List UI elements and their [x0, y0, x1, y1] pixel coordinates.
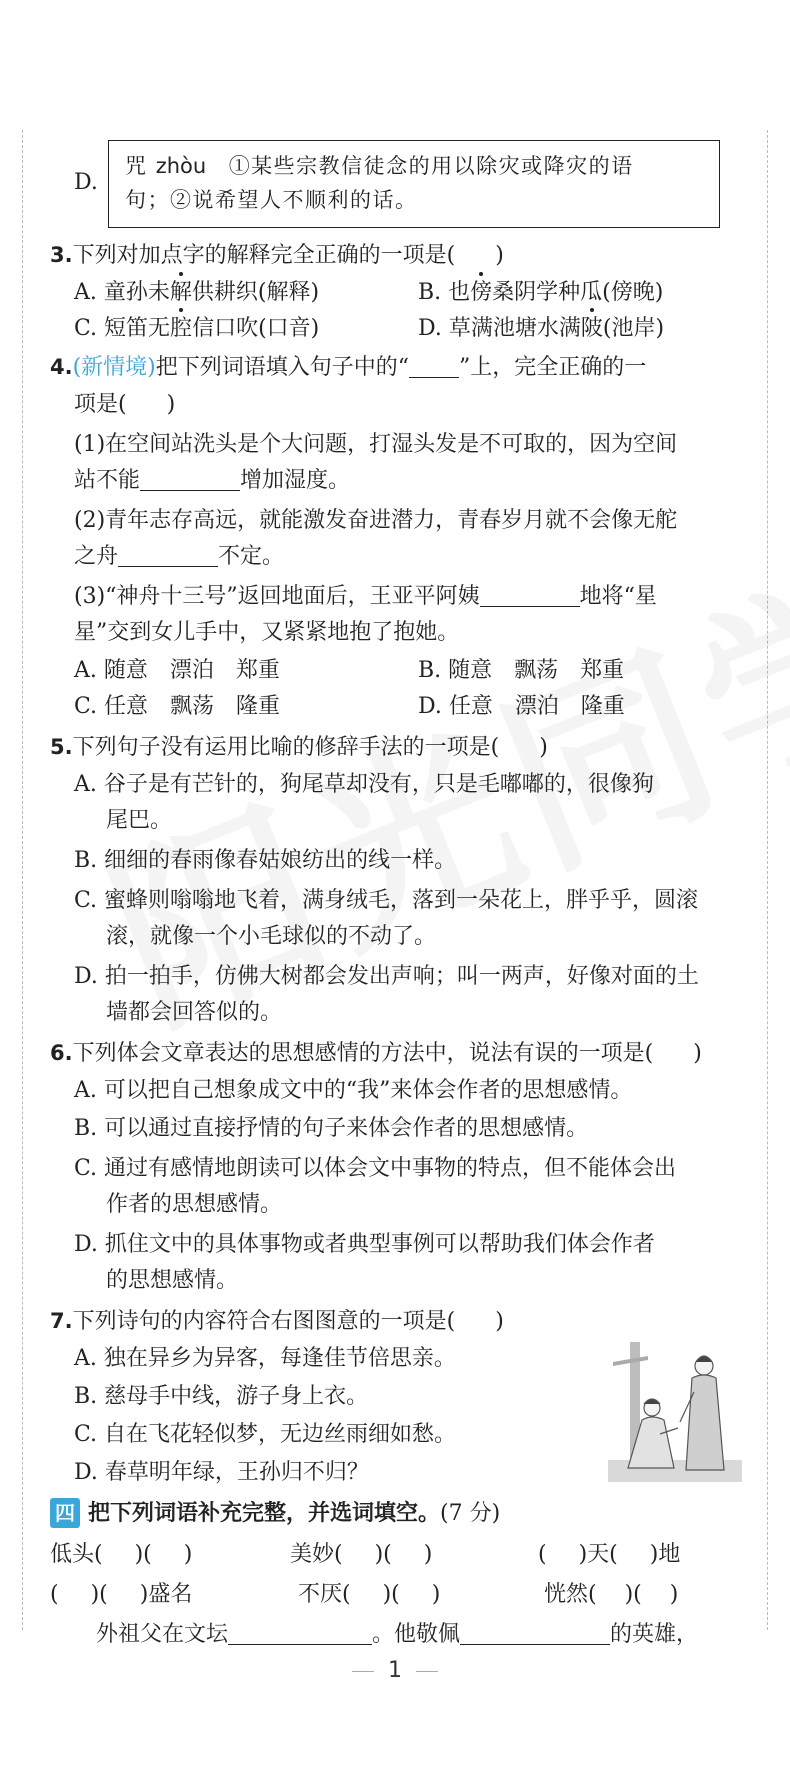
q4-sentence3-line2: 星”交到女儿手中，又紧紧地抱了抱她。	[74, 620, 460, 645]
q4-stem-line2: 项是( )	[74, 392, 176, 417]
q6-option-c[interactable]: C. 通过有感情地朗读可以体会文中事物的特点，但不能体会出	[74, 1156, 677, 1181]
right-margin-line	[767, 130, 768, 1630]
q6-option-d[interactable]: D. 抓住文中的具体事物或者典型事例可以帮助我们体会作者	[74, 1232, 655, 1257]
section-4-score: (7 分)	[440, 1501, 501, 1526]
q6-number: 6.	[50, 1041, 73, 1065]
q4-option-a[interactable]: A. 随意 漂泊 郑重	[74, 658, 280, 683]
q2-pinyin: zhòu	[155, 154, 207, 178]
q7-option-a[interactable]: A. 独在异乡为异客，每逢佳节倍思亲。	[74, 1346, 456, 1371]
section-4-title: 把下列词语补充完整，并选词填空。	[88, 1501, 441, 1526]
left-margin-line	[22, 130, 23, 1630]
q7-stem: 7.下列诗句的内容符合右图图意的一项是( )	[50, 1309, 504, 1334]
page-number: 1	[388, 1658, 402, 1683]
q2-def-line2: 句；②说希望人不顺利的话。	[125, 188, 418, 212]
q4-blank-2[interactable]	[118, 544, 218, 567]
q5-option-a[interactable]: A. 谷子是有芒针的，狗尾草却没有，只是毛嘟嘟的，很像狗	[74, 772, 654, 797]
idiom-3[interactable]: ( )天( )地	[538, 1542, 681, 1567]
q4-blank-1[interactable]	[140, 468, 240, 491]
q6-option-a[interactable]: A. 可以把自己想象成文中的“我”来体会作者的思想感情。	[74, 1078, 633, 1103]
q5-option-d-cont: 墙都会回答似的。	[106, 1000, 283, 1025]
q5-stem: 5.下列句子没有运用比喻的修辞手法的一项是( )	[50, 735, 548, 760]
q7-option-c[interactable]: C. 自在飞花轻似梦，无边丝雨细如愁。	[74, 1422, 457, 1447]
q5-option-b[interactable]: B. 细细的春雨像春姑娘纺出的线一样。	[74, 848, 457, 873]
q6-option-c-cont: 作者的思想感情。	[106, 1192, 283, 1217]
q2-def-line1: ①某些宗教信徒念的用以除灾或降灾的语	[228, 154, 634, 178]
q2-option-d-label: D.	[74, 170, 98, 195]
q4-stem-blank	[409, 355, 459, 378]
q4-tag: (新情境)	[72, 355, 156, 380]
q5-option-c[interactable]: C. 蜜蜂则嗡嗡地飞着，满身绒毛，落到一朵花上，胖乎乎，圆滚	[74, 888, 699, 913]
q4-number: 4.	[50, 355, 73, 379]
fill-sentence: 外祖父在文坛 。他敬佩 的英雄，	[96, 1622, 699, 1647]
q7-option-d[interactable]: D. 春草明年绿，王孙归不归？	[74, 1460, 369, 1485]
q4-option-c[interactable]: C. 任意 飘荡 隆重	[74, 694, 281, 719]
q7-option-b[interactable]: B. 慈母手中线，游子身上衣。	[74, 1384, 369, 1409]
page-footer	[0, 1658, 790, 1683]
q6-stem: 6.下列体会文章表达的思想感情的方法中，说法有误的一项是( )	[50, 1041, 702, 1066]
q6-option-b[interactable]: B. 可以通过直接抒情的句子来体会作者的思想感情。	[74, 1116, 589, 1141]
q4-stem: 4.(新情境)把下列词语填入句子中的“ ”上，完全正确的一	[50, 355, 647, 380]
q4-sentence2-line1: (2)青年志存高远，就能激发奋进潜力，青春岁月就不会像无舵	[74, 508, 678, 533]
q5-option-c-cont: 滚，就像一个小毛球似的不动了。	[106, 924, 437, 949]
idiom-4[interactable]: ( )( )盛名	[50, 1582, 193, 1607]
q4-option-d[interactable]: D. 任意 漂泊 隆重	[418, 694, 625, 719]
idiom-6[interactable]: 恍然( )( )	[544, 1582, 679, 1607]
q4-blank-3[interactable]	[480, 584, 580, 607]
q3-number: 3.	[50, 243, 73, 267]
fill-blank-2[interactable]	[460, 1622, 610, 1645]
q6-option-d-cont: 的思想感情。	[106, 1268, 239, 1293]
q4-sentence3-line1: (3)“神舟十三号”返回地面后，王亚平阿姨 地将“星	[74, 584, 657, 609]
q4-sentence2-line2: 之舟 不定。	[74, 544, 285, 569]
q4-option-b[interactable]: B. 随意 飘荡 郑重	[418, 658, 625, 683]
q2-word: 咒	[125, 154, 148, 178]
q5-option-a-cont: 尾巴。	[106, 808, 173, 833]
section-4-header	[50, 1498, 500, 1529]
section-4-badge: 四	[50, 1498, 80, 1528]
mother-and-son-illustration	[608, 1342, 742, 1482]
q5-option-d[interactable]: D. 拍一拍手，仿佛大树都会发出声响；叫一两声，好像对面的土	[74, 964, 699, 989]
q3-option-b[interactable]: B. 也傍桑阴学种瓜(傍晚)	[418, 278, 663, 308]
q2-option-d-box[interactable]	[108, 140, 720, 228]
q3-option-d[interactable]: D. 草满池塘水满陂(池岸)	[418, 314, 664, 344]
q4-sentence1-line2: 站不能 增加湿度。	[74, 468, 351, 493]
q3-stem: 3.下列对加点字的解释完全正确的一项是( )	[50, 243, 504, 268]
q5-number: 5.	[50, 735, 73, 759]
q3-option-c[interactable]: C. 短笛无腔信口吹(口音)	[74, 314, 319, 344]
idiom-5[interactable]: 不厌( )( )	[298, 1582, 441, 1607]
q4-sentence1-line1: (1)在空间站洗头是个大问题，打湿头发是不可取的，因为空间	[74, 432, 678, 457]
q7-number: 7.	[50, 1309, 73, 1333]
idiom-1[interactable]: 低头( )( )	[50, 1542, 193, 1567]
q3-option-a[interactable]: A. 童孙未解供耕织(解释)	[74, 278, 319, 308]
fill-blank-1[interactable]	[228, 1622, 372, 1645]
idiom-2[interactable]: 美妙( )( )	[290, 1542, 433, 1567]
